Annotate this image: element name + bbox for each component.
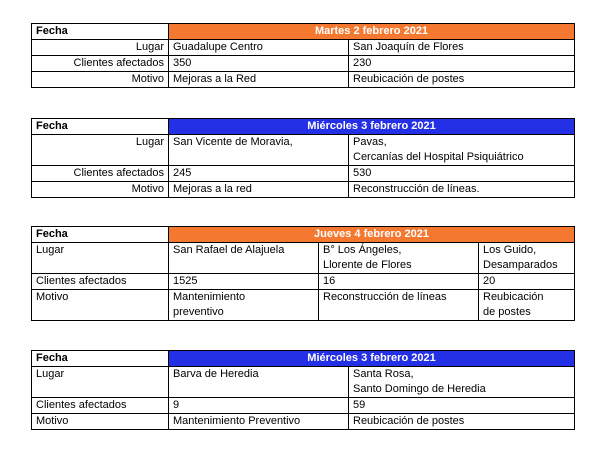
table-row — [32, 243, 575, 274]
motivo-cell: Reconstrucción de líneas — [319, 290, 479, 321]
clientes-cell: 20 — [479, 274, 575, 290]
clientes-cell: 245 — [169, 166, 349, 182]
clientes-cell: 350 — [169, 56, 349, 72]
table-row — [32, 351, 575, 367]
date-header: Jueves 4 febrero 2021 — [169, 227, 575, 243]
clientes-cell: 59 — [349, 398, 575, 414]
lugar-cell: Barva de Heredia — [169, 367, 349, 398]
fecha-header: Fecha — [32, 227, 169, 243]
row-label-clientes: Clientes afectados — [32, 274, 169, 290]
cell-line: Santo Domingo de Heredia — [353, 383, 486, 395]
clientes-cell: 9 — [169, 398, 349, 414]
lugar-cell: Guadalupe Centro — [169, 40, 349, 56]
lugar-cell — [319, 243, 479, 274]
motivo-cell: Mejoras a la Red — [169, 72, 349, 88]
lugar-cell: San Joaquín de Flores — [349, 40, 575, 56]
cell-line: preventivo — [173, 306, 224, 318]
table-row — [32, 119, 575, 135]
row-label-motivo: Motivo — [32, 290, 169, 321]
lugar-cell: San Vicente de Moravia, — [169, 135, 349, 166]
row-label-motivo: Motivo — [32, 182, 169, 198]
fecha-header: Fecha — [32, 351, 169, 367]
schedule-table-4 — [31, 350, 575, 430]
motivo-cell: Mejoras a la red — [169, 182, 349, 198]
row-label-lugar: Lugar — [32, 40, 169, 56]
cell-line: Mantenimiento — [173, 291, 246, 303]
table-row — [32, 182, 575, 198]
motivo-cell: Reubicación de postes — [349, 414, 575, 430]
date-header: Miércoles 3 febrero 2021 — [169, 351, 575, 367]
cell-line: B° Los Ángeles, — [323, 244, 402, 256]
motivo-cell — [169, 290, 319, 321]
date-header: Miércoles 3 febrero 2021 — [169, 119, 575, 135]
motivo-cell: Reubicación de postes — [349, 72, 575, 88]
lugar-cell: San Rafael de Alajuela — [169, 243, 319, 274]
table-row — [32, 56, 575, 72]
table-row — [32, 40, 575, 56]
cell-line: Desamparados — [483, 259, 558, 271]
fecha-header: Fecha — [32, 119, 169, 135]
date-header: Martes 2 febrero 2021 — [169, 24, 575, 40]
row-label-motivo: Motivo — [32, 72, 169, 88]
cell-line: Santa Rosa, — [353, 368, 414, 380]
motivo-cell — [479, 290, 575, 321]
table-row — [32, 166, 575, 182]
cell-line: Cercanías del Hospital Psiquiátrico — [353, 151, 524, 163]
cell-line: Los Guido, — [483, 244, 537, 256]
table-row — [32, 24, 575, 40]
motivo-cell: Mantenimiento Preventivo — [169, 414, 349, 430]
lugar-cell — [479, 243, 575, 274]
schedule-table-2 — [31, 118, 575, 198]
row-label-clientes: Clientes afectados — [32, 166, 169, 182]
clientes-cell: 530 — [349, 166, 575, 182]
lugar-cell — [349, 135, 575, 166]
table-row — [32, 398, 575, 414]
row-label-motivo: Motivo — [32, 414, 169, 430]
table-row — [32, 227, 575, 243]
row-label-lugar: Lugar — [32, 135, 169, 166]
table-row — [32, 135, 575, 166]
cell-line: Llorente de Flores — [323, 259, 412, 271]
cell-line: Reubicación — [483, 291, 544, 303]
cell-line: de postes — [483, 306, 531, 318]
table-row — [32, 290, 575, 321]
row-label-lugar: Lugar — [32, 367, 169, 398]
clientes-cell: 1525 — [169, 274, 319, 290]
row-label-clientes: Clientes afectados — [32, 398, 169, 414]
clientes-cell: 230 — [349, 56, 575, 72]
table-row — [32, 274, 575, 290]
schedule-table-1 — [31, 23, 575, 88]
row-label-lugar: Lugar — [32, 243, 169, 274]
cell-line: Pavas, — [353, 136, 387, 148]
fecha-header: Fecha — [32, 24, 169, 40]
table-row — [32, 72, 575, 88]
lugar-cell — [349, 367, 575, 398]
schedule-table-3 — [31, 226, 575, 321]
clientes-cell: 16 — [319, 274, 479, 290]
row-label-clientes: Clientes afectados — [32, 56, 169, 72]
table-row — [32, 367, 575, 398]
table-row — [32, 414, 575, 430]
motivo-cell: Reconstrucción de líneas. — [349, 182, 575, 198]
